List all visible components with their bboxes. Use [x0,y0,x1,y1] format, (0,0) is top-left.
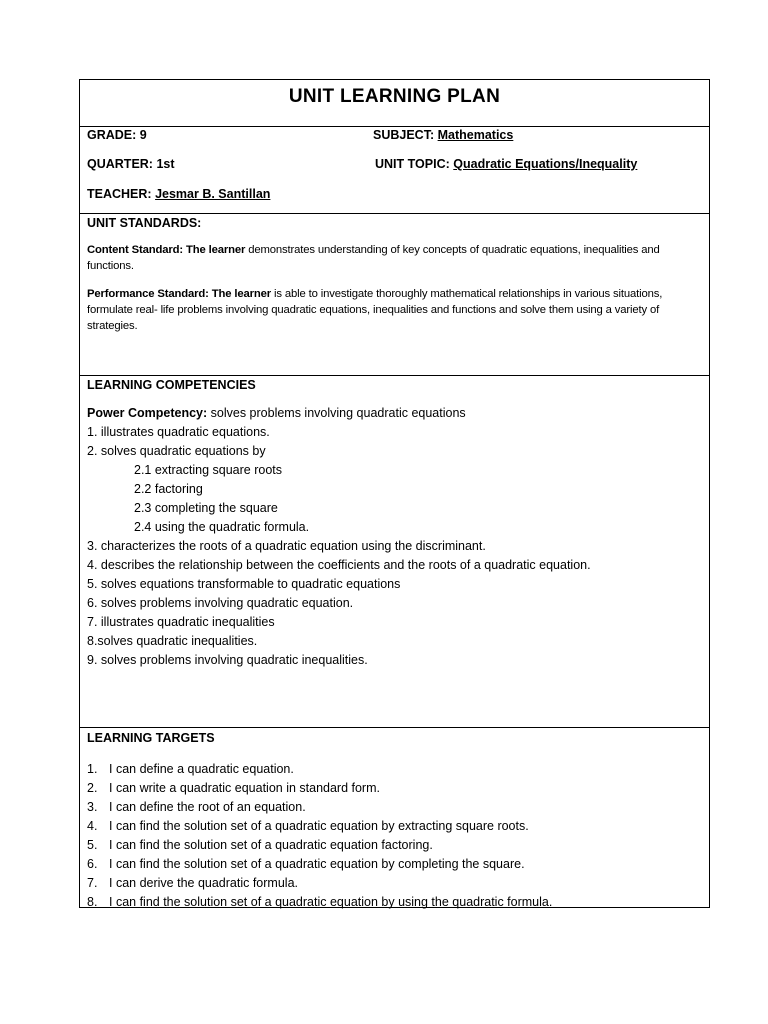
item-text: I can find the solution set of a quadratic equation by using the quadratic formula. [109,895,553,909]
power-competency [87,404,702,423]
unit-topic-value: Quadratic Equations/Inequality [453,157,638,171]
list-item [87,817,702,836]
item-number: 7. [87,876,98,890]
item-number: 8. [87,895,98,909]
item-text: I can find the solution set of a quadratic equation factoring. [109,838,433,852]
list-item: 8.solves quadratic inequalities. [87,634,258,648]
grade-label: GRADE: [87,128,137,142]
list-item: 2. solves quadratic equations by [87,444,266,458]
performance-standard [87,286,699,334]
learning-targets-heading: LEARNING TARGETS [87,731,215,745]
grade-field [87,128,147,142]
item-text: I can define a quadratic equation. [109,762,294,776]
content-standard-text: demonstrates understanding of key concepts of quadratic equations, inequalities and functions. [87,244,660,272]
item-number: 5. [87,838,98,852]
item-number: 4. [87,819,98,833]
learning-competencies-heading: LEARNING COMPETENCIES [87,378,256,392]
unit-topic-label: UNIT TOPIC: [375,157,450,171]
quarter-label: QUARTER: [87,157,153,171]
list-item [87,836,702,855]
quarter-value: 1st [156,157,175,171]
target-list [87,760,702,912]
list-item: 2.3 completing the square [134,501,278,515]
list-item: 9. solves problems involving quadratic inequalities. [87,653,368,667]
subject-field [373,128,513,142]
subject-label: SUBJECT: [373,128,435,142]
subject-value: Mathematics [437,128,514,142]
item-number: 2. [87,781,98,795]
power-competency-label: Power Competency: [87,406,208,420]
performance-standard-label: Performance Standard: The learner [87,288,272,300]
list-item [87,855,702,874]
list-item: 7. illustrates quadratic inequalities [87,615,275,629]
power-competency-text: solves problems involving quadratic equations [207,406,466,420]
list-item: 6. solves problems involving quadratic equation. [87,596,354,610]
item-number: 1. [87,762,98,776]
info-row [80,127,709,214]
unit-standards-section [80,214,709,376]
list-item [87,893,702,912]
learning-plan-table [79,79,710,908]
learning-competencies-section [80,376,709,728]
list-item [87,874,702,893]
list-item: 2.1 extracting square roots [134,463,282,477]
unit-topic-field [375,157,637,171]
list-item: 2.2 factoring [134,482,203,496]
list-item: 4. describes the relationship between the coefficients and the roots of a quadratic equation. [87,558,591,572]
teacher-field [87,187,270,201]
item-text: I can define the root of an equation. [109,800,306,814]
list-item [87,798,702,817]
list-item: 3. characterizes the roots of a quadratic equation using the discriminant. [87,539,486,553]
teacher-value: Jesmar B. Santillan [155,187,271,201]
item-text: I can find the solution set of a quadratic equation by completing the square. [109,857,525,871]
teacher-label: TEACHER: [87,187,152,201]
competency-list [87,404,702,670]
learning-targets-section [80,728,709,908]
item-text: I can derive the quadratic formula. [109,876,298,890]
item-text: I can write a quadratic equation in standard form. [109,781,380,795]
list-item: 2.4 using the quadratic formula. [134,520,310,534]
list-item: 1. illustrates quadratic equations. [87,425,270,439]
performance-standard-text: is able to investigate thoroughly mathematical relationships in various situations, formulate real- life problems involving quadratic equations, inequalities and functions and solve them using a variety of strategies. [87,288,663,332]
quarter-field [87,157,175,171]
list-item [87,760,702,779]
item-text: I can find the solution set of a quadratic equation by extracting square roots. [109,819,529,833]
title-row [80,80,709,127]
item-number: 6. [87,857,98,871]
page-title: UNIT LEARNING PLAN [288,86,501,107]
grade-value: 9 [139,128,147,142]
list-item: 5. solves equations transformable to quadratic equations [87,577,401,591]
content-standard-label: Content Standard: The learner [87,244,246,256]
content-standard [87,242,699,274]
item-number: 3. [87,800,98,814]
unit-standards-heading: UNIT STANDARDS: [87,216,202,230]
list-item [87,779,702,798]
